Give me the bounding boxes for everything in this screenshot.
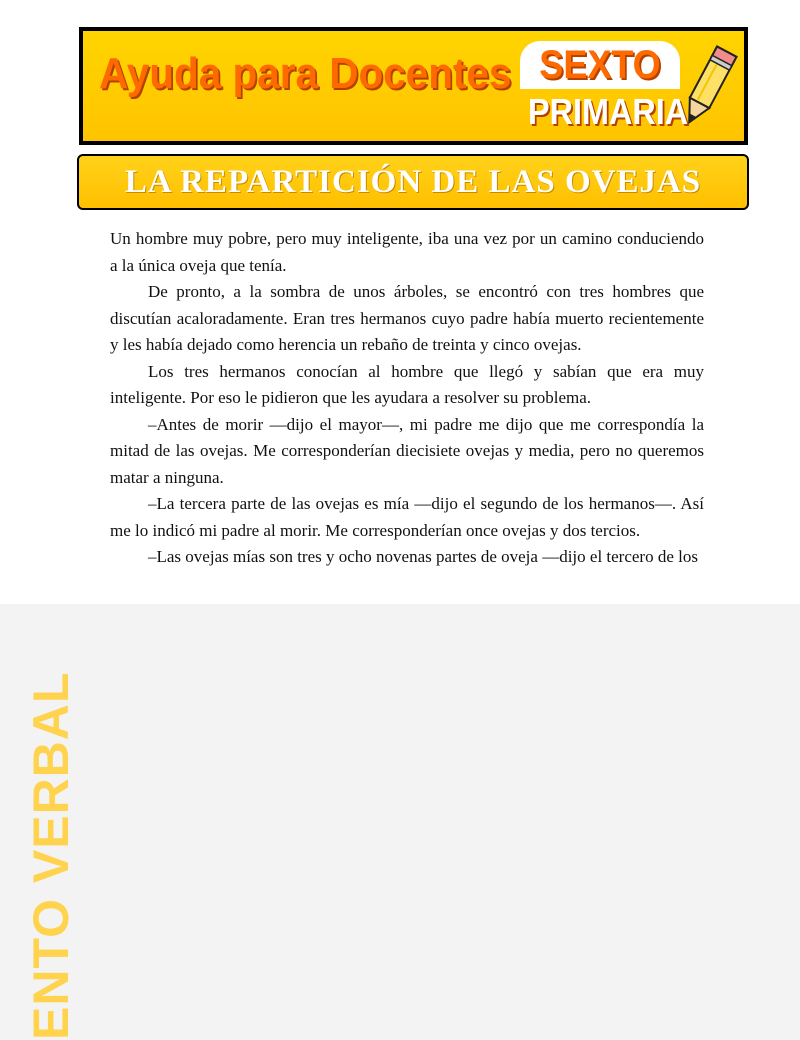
story-text xyxy=(110,226,704,571)
document-title-bar xyxy=(77,154,749,210)
paragraph: –Las ovejas mías son tres y ocho novenas partes de oveja —dijo el tercero de los xyxy=(148,547,698,566)
paragraph: Un hombre muy pobre, pero muy inteligente, iba una vez por un camino conduciendo a la única oveja que tenía. xyxy=(110,229,704,275)
grade-badge-bottom xyxy=(520,89,689,137)
grade-line-1: SEXTO xyxy=(539,43,661,87)
grade-line-2: PRIMARIA xyxy=(528,91,689,132)
paragraph: De pronto, a la sombra de unos árboles, se encontró con tres hombres que discutían acaloradamente. Eran tres hermanos cuyo padre había muerto recientemente y les había dejado como herencia un rebaño de treinta y cinco ovejas. xyxy=(110,282,704,354)
header-banner xyxy=(79,27,748,145)
pencil-icon xyxy=(673,37,743,137)
paragraph: –La tercera parte de las ovejas es mía —dijo el segundo de los hermanos—. Así me lo indicó mi padre al morir. Me corresponderían once ovejas y dos tercios. xyxy=(110,494,704,540)
side-watermark xyxy=(18,240,79,1040)
brand-title: Ayuda para Docentes xyxy=(99,49,512,98)
document-title: LA REPARTICIÓN DE LAS OVEJAS xyxy=(124,164,702,200)
paragraph: –Antes de morir —dijo el mayor—, mi padre me dijo que me correspondía la mitad de las ovejas. Me corresponderían diecisiete ovejas y media, pero no queremos matar a ninguna. xyxy=(110,414,704,487)
header-banner-inner xyxy=(83,31,744,141)
side-watermark-text: ENTO VERBAL xyxy=(23,671,79,1040)
grade-badge-top xyxy=(520,41,680,89)
paragraph: Los tres hermanos conocían al hombre que llegó y sabían que era muy inteligente. Por eso le pidieron que les ayudara a resolver su problema. xyxy=(110,361,704,407)
grade-badge xyxy=(520,41,690,137)
